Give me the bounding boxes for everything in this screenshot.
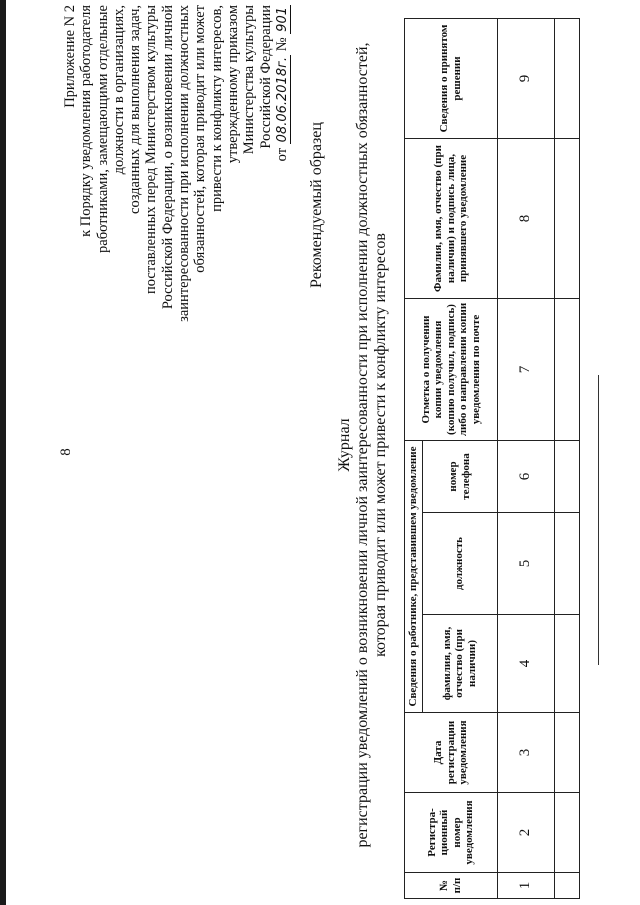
blank-cell [554, 139, 579, 299]
header-copy-mark: Отметка о получении копии уведомления (копию получил, подпись) либо о направлении копии уведомления по почте [405, 299, 498, 441]
appendix-line: утвержденному приказом [224, 5, 241, 164]
column-number-cell: 3 [497, 713, 554, 793]
page-number: 8 [58, 448, 74, 456]
header-receiver: Фамилия, имя, отчество (при наличии) и подпись лица, принявшего уведомление [405, 139, 498, 299]
blank-cell [554, 513, 579, 615]
column-number-cell: 2 [497, 793, 554, 873]
appendix-line: должности в организациях, [110, 5, 127, 175]
sample-label: Рекомендуемый образец [308, 122, 325, 288]
appendix-date-line [274, 5, 291, 345]
journal-title-block [336, 25, 390, 865]
appendix-line: Российской Федерации [257, 5, 274, 149]
appendix-line: созданных для выполнения задач, [127, 5, 144, 214]
header-position: должность [422, 513, 497, 615]
handwritten-number: 901 [274, 7, 290, 32]
appendix-line: обязанностей, которая приводит или может [192, 5, 209, 273]
handwritten-date: 08.06.2018г. [274, 56, 290, 143]
header-employee-info: Сведения о работнике, представившем уведомление [405, 441, 423, 713]
date-prefix: от [273, 147, 290, 162]
appendix-line: Российской Федерации, о возникновении личной [159, 5, 176, 310]
appendix-line: поставленных перед Министерством культуры [143, 5, 160, 294]
column-number-cell: 4 [497, 615, 554, 713]
column-number-cell: 1 [497, 873, 554, 899]
appendix-line: заинтересованности при исполнении должностных [176, 5, 193, 322]
column-number-cell: 8 [497, 139, 554, 299]
number-prefix: № [273, 37, 290, 52]
table-header-row [405, 19, 423, 899]
blank-cell [554, 873, 579, 899]
journal-subtitle-line-1: регистрации уведомлений о возникновении личной заинтересованности при исполнении должностных обязанностей, [354, 42, 371, 848]
column-number-cell: 9 [497, 19, 554, 139]
appendix-line: работниками, замещающими отдельные [94, 5, 111, 253]
appendix-line: Министерства культуры [241, 5, 258, 155]
appendix-line: привести к конфликту интересов, [208, 5, 225, 212]
appendix-line: к Порядку уведомления работодателя [78, 5, 95, 237]
column-number-cell: 7 [497, 299, 554, 441]
table-row [497, 19, 554, 899]
header-number: № п/п [405, 873, 498, 899]
appendix-block [62, 5, 291, 345]
header-decision: Сведения о принятом решении [405, 19, 498, 139]
column-number-cell: 6 [497, 441, 554, 513]
blank-cell [554, 299, 579, 441]
appendix-line: Приложение N 2 [62, 5, 78, 108]
blank-cell [554, 441, 579, 513]
header-full-name: фамилия, имя, отчество (при наличии) [422, 615, 497, 713]
header-reg-number: Регистра-ционный номер уведомления [405, 793, 498, 873]
blank-cell [554, 793, 579, 873]
table-row-blank [554, 19, 579, 899]
journal-title: Журнал [336, 418, 353, 472]
footnote-divider [598, 375, 599, 665]
journal-table [404, 18, 580, 899]
journal-subtitle-line-2: которая приводит или может привести к конфликту интересов [372, 233, 389, 657]
blank-cell [554, 713, 579, 793]
header-phone: номер телефона [422, 441, 497, 513]
header-reg-date: Дата регистрации уведомления [405, 713, 498, 793]
column-number-cell: 5 [497, 513, 554, 615]
blank-cell [554, 19, 579, 139]
blank-cell [554, 615, 579, 713]
